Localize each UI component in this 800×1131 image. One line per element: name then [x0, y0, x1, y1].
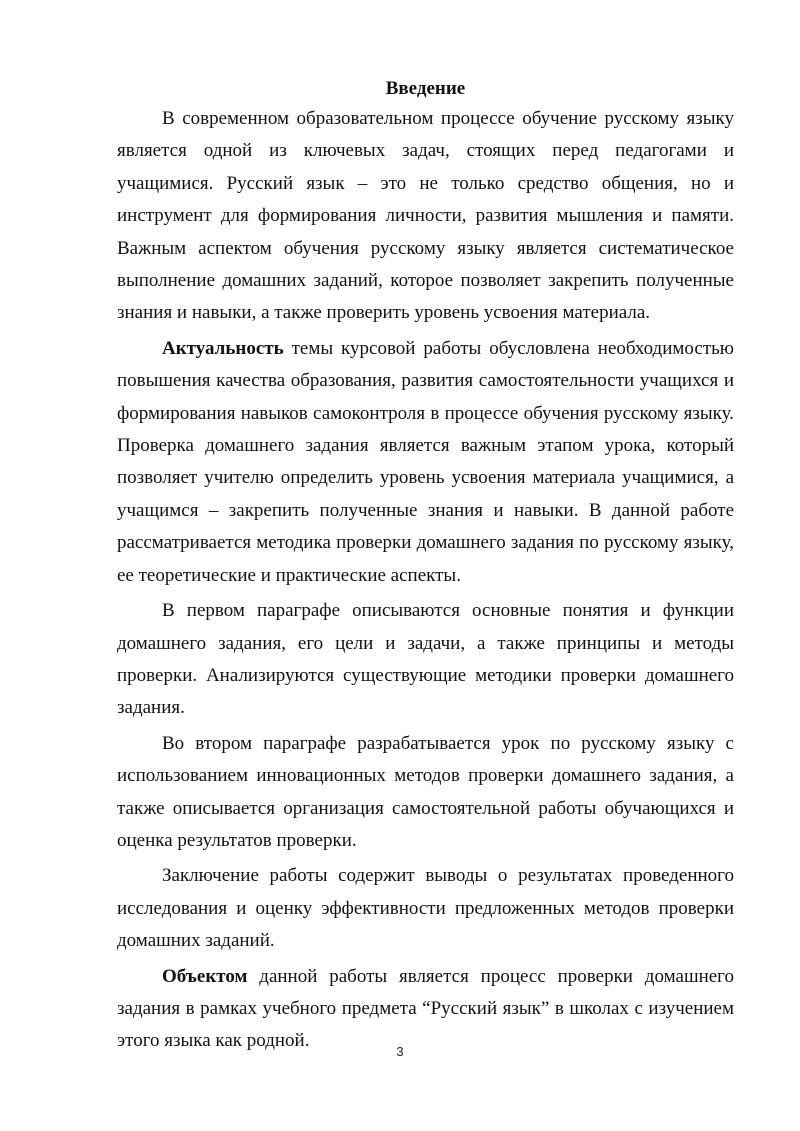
- paragraph-lead: Актуальность: [162, 337, 284, 359]
- paragraph-lead: Объектом: [162, 965, 248, 987]
- paragraph-text: темы курсовой работы обусловлена необходимостью повышения качества образования, развития самостоятельности учащихся и формирования навыков самоконтроля в процессе обучения русскому языку. Проверка домашнего задания является важным этапом урока, который позволяет учителю определить уровень усвоения материала учащимися, а учащимся – закрепить полученные знания и навыки. В данной работе рассматривается методика проверки домашнего задания по русскому языку, ее теоретические и практические аспекты.: [117, 337, 734, 586]
- paragraph-text: данной работы является процесс проверки домашнего задания в рамках учебного предмета “Русский язык” в школах с изучением этого языка как родной.: [117, 965, 734, 1052]
- paragraph-second-section: [117, 728, 734, 858]
- page-content: [117, 76, 734, 1058]
- paragraph-text: В современном образовательном процессе обучение русскому языку является одной из ключевых задач, стоящих перед педагогами и учащимися. Русский язык – это не только средство общения, но и инструмент для формирования личности, развития мышления и памяти. Важным аспектом обучения русскому языку является систематическое выполнение домашних заданий, которое позволяет закрепить полученные знания и навыки, а также проверить уровень усвоения материала.: [117, 108, 734, 324]
- paragraph-first-section: [117, 595, 734, 725]
- paragraph-conclusion: [117, 860, 734, 957]
- paragraph-text: Заключение работы содержит выводы о результатах проведенного исследования и оценку эффективности предложенных методов проверки домашних заданий.: [117, 865, 734, 952]
- paragraph-relevance: [117, 333, 734, 592]
- page-number: 3: [396, 1044, 404, 1059]
- paragraph-text: Во втором параграфе разрабатывается урок по русскому языку с использованием инновационных методов проверки домашнего задания, а также описывается организация самостоятельной работы обучающихся и оценка результатов проверки.: [117, 732, 734, 851]
- paragraph-text: В первом параграфе описываются основные понятия и функции домашнего задания, его цели и задачи, а также принципы и методы проверки. Анализируются существующие методики проверки домашнего задания.: [117, 600, 734, 719]
- section-title: Введение: [385, 78, 466, 99]
- paragraph-intro: [117, 103, 734, 330]
